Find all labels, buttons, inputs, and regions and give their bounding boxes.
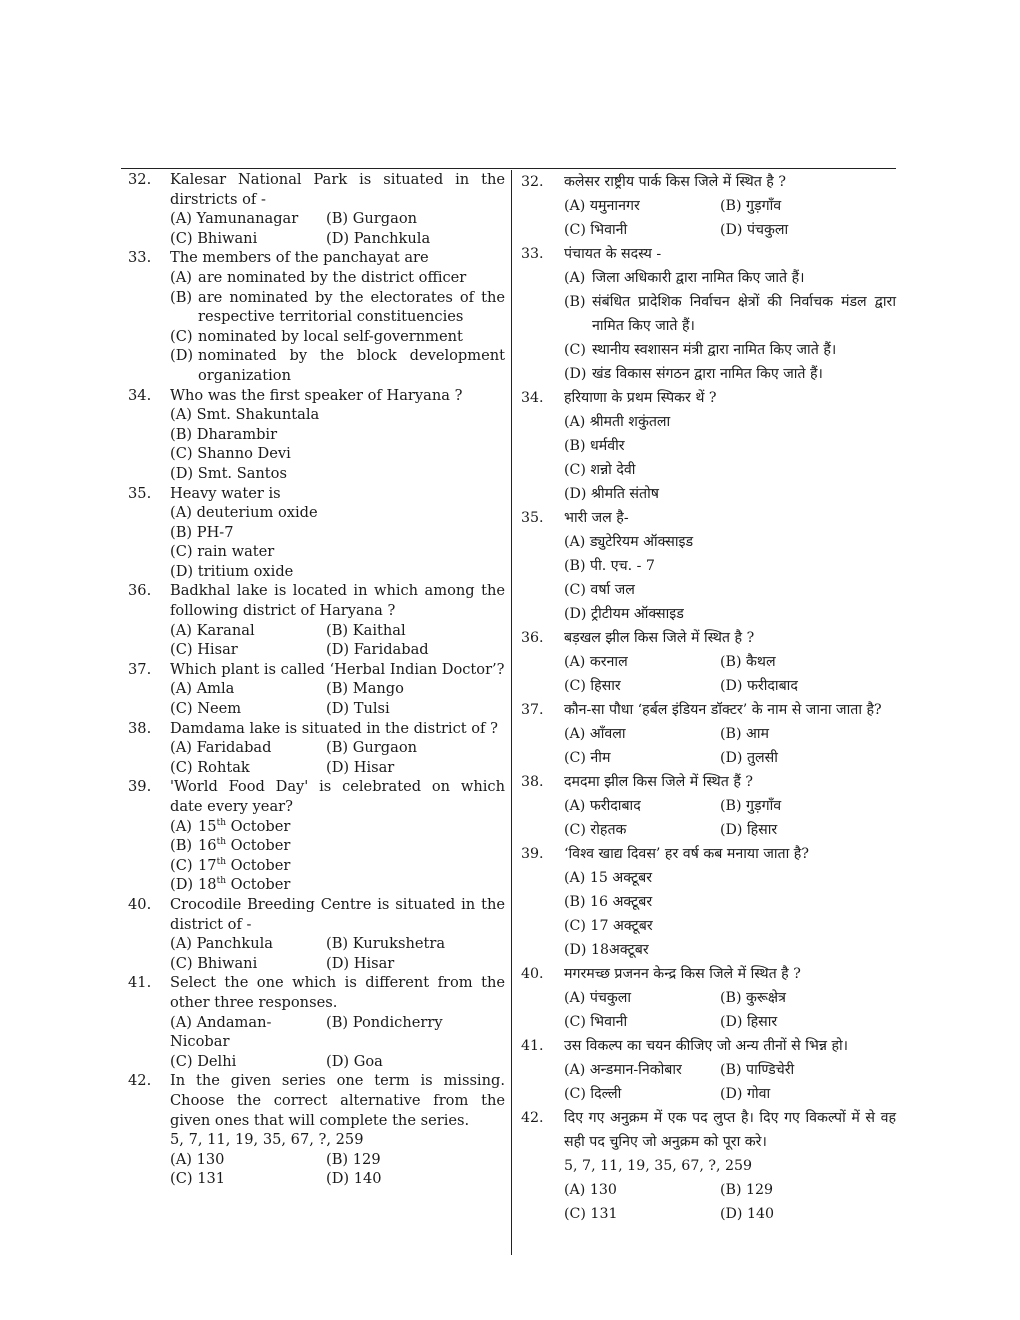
option: (B) 129 bbox=[326, 1150, 381, 1168]
option: (A) Amla bbox=[170, 680, 235, 698]
option-month: October bbox=[230, 837, 291, 855]
question-number: 42. bbox=[521, 1110, 544, 1126]
option: (A) Andaman-Nicobar bbox=[170, 1013, 272, 1051]
question-number: 40. bbox=[128, 895, 152, 913]
option: (A) अन्डमान-निकोबार bbox=[564, 1062, 682, 1078]
option-row bbox=[564, 1058, 896, 1082]
option-label: (A) bbox=[170, 268, 192, 286]
question-text: Select the one which is different from the other three responses. bbox=[170, 974, 505, 1011]
option: (C) भिवानी bbox=[564, 1014, 628, 1030]
option-row bbox=[170, 640, 505, 660]
option bbox=[170, 875, 505, 895]
number-series: 5, 7, 11, 19, 35, 67, ?, 259 bbox=[564, 1158, 753, 1174]
question-hindi bbox=[515, 842, 896, 962]
option-row bbox=[170, 1169, 505, 1189]
option-row bbox=[170, 699, 505, 719]
option-row bbox=[564, 194, 896, 218]
option-day: 15 bbox=[198, 817, 217, 835]
option-row bbox=[170, 738, 505, 758]
option: (B) धर्मवीर bbox=[564, 438, 625, 454]
question-hindi bbox=[515, 698, 896, 770]
option: (D) हिसार bbox=[720, 822, 778, 838]
option: (A) पंचकुला bbox=[564, 990, 632, 1006]
option bbox=[170, 327, 505, 347]
option-row bbox=[564, 818, 896, 842]
option: (C) नीम bbox=[564, 750, 611, 766]
option-label: (C) bbox=[170, 856, 193, 874]
option: (D) पंचकुला bbox=[720, 222, 789, 238]
option bbox=[170, 817, 505, 837]
question-number: 37. bbox=[128, 660, 152, 678]
option-row bbox=[564, 746, 896, 770]
option: (C) Rohtak bbox=[170, 758, 250, 776]
option-label: (C) bbox=[564, 342, 586, 358]
number-series: 5, 7, 11, 19, 35, 67, ?, 259 bbox=[170, 1131, 364, 1149]
option-row bbox=[170, 1013, 505, 1052]
option: (D) Goa bbox=[326, 1052, 383, 1070]
option bbox=[564, 362, 896, 386]
option: (B) Dharambir bbox=[170, 425, 278, 443]
option: (C) भिवानी bbox=[564, 222, 628, 238]
option-label: (B) bbox=[170, 837, 193, 855]
option: (A) यमुनानगर bbox=[564, 198, 640, 214]
option: (A) Smt. Shakuntala bbox=[170, 406, 320, 424]
question-text: दिए गए अनुक्रम में एक पद लुप्त है। दिए गए विकल्पों में से वह सही पद चुनिए जो अनुक्रम को पूरा करे। bbox=[564, 1110, 896, 1150]
option: (B) 129 bbox=[720, 1182, 774, 1198]
question-number: 33. bbox=[128, 249, 152, 267]
option-label: (B) bbox=[170, 288, 193, 306]
option-text: स्थानीय स्वशासन मंत्री द्वारा नामित किए जाते हैं। bbox=[592, 342, 837, 358]
option: (D) फरीदाबाद bbox=[720, 678, 798, 694]
question-hindi bbox=[515, 626, 896, 698]
question-english bbox=[121, 777, 505, 895]
question-text: भारी जल है- bbox=[564, 510, 629, 526]
option: (C) शन्नो देवी bbox=[564, 462, 636, 478]
question-number: 41. bbox=[128, 974, 152, 992]
option-day: 18 bbox=[198, 876, 217, 894]
option-text: nominated by local self-government bbox=[198, 327, 463, 345]
option-month: October bbox=[230, 876, 291, 894]
option: (A) ड्युटेरियम ऑक्साइड bbox=[564, 534, 694, 550]
option-row bbox=[170, 934, 505, 954]
question-hindi bbox=[515, 170, 896, 242]
question-number: 40. bbox=[521, 966, 544, 982]
option: (C) Shanno Devi bbox=[170, 445, 291, 463]
option-text: are nominated by the electorates of the respective territorial constituencies bbox=[198, 288, 505, 326]
option-row bbox=[564, 794, 896, 818]
question-number: 39. bbox=[128, 778, 152, 796]
option-label: (B) bbox=[564, 294, 586, 310]
option-text: are nominated by the district officer bbox=[198, 268, 467, 286]
question-text: Damdama lake is situated in the district of ? bbox=[170, 719, 498, 737]
question-english bbox=[121, 484, 505, 582]
option: (D) Faridabad bbox=[326, 641, 429, 659]
option-row bbox=[564, 1202, 896, 1226]
question-text: In the given series one term is missing. Choose the correct alternative from the given ones that will complete the series. bbox=[170, 1072, 505, 1129]
question-english bbox=[121, 386, 505, 484]
option: (C) Hisar bbox=[170, 641, 238, 659]
option-row bbox=[170, 209, 505, 229]
option-row bbox=[170, 758, 505, 778]
option-text: खंड विकास संगठन द्वारा नामित किए जाते हैं। bbox=[592, 366, 823, 382]
option: (D) Smt. Santos bbox=[170, 464, 287, 482]
option-row bbox=[564, 218, 896, 242]
question-text: कौन-सा पौधा ‘हर्बल इंडियन डॉक्टर’ के नाम से जाना जाता है? bbox=[564, 702, 882, 718]
option: (A) 130 bbox=[170, 1150, 225, 1168]
column-divider bbox=[511, 170, 512, 1255]
option-row bbox=[564, 986, 896, 1010]
option-row bbox=[170, 621, 505, 641]
option: (B) Gurgaon bbox=[326, 739, 418, 757]
option-day: 16 bbox=[198, 837, 217, 855]
option bbox=[170, 836, 505, 856]
top-rule bbox=[121, 168, 896, 169]
option: (D) 140 bbox=[326, 1170, 382, 1188]
option-row bbox=[564, 1010, 896, 1034]
option: (B) Kaithal bbox=[326, 621, 406, 639]
option: (A) Yamunanagar bbox=[170, 210, 299, 228]
option-day-suffix: th bbox=[216, 837, 226, 848]
option: (D) तुलसी bbox=[720, 750, 778, 766]
option: (D) Hisar bbox=[326, 954, 395, 972]
option-row bbox=[170, 229, 505, 249]
question-number: 36. bbox=[128, 582, 152, 600]
option-text: संबंधित प्रादेशिक निर्वाचन क्षेत्रों की निर्वाचक मंडल द्वारा नामित किए जाते हैं। bbox=[592, 294, 896, 334]
option bbox=[170, 346, 505, 385]
option bbox=[170, 288, 505, 327]
option: (B) PH-7 bbox=[170, 523, 234, 541]
option: (D) 140 bbox=[720, 1206, 775, 1222]
option: (D) Panchkula bbox=[326, 229, 431, 247]
question-hindi bbox=[515, 962, 896, 1034]
option-day-suffix: th bbox=[216, 817, 226, 828]
question-english bbox=[121, 248, 505, 385]
question-number: 33. bbox=[521, 246, 544, 262]
question-text: Kalesar National Park is situated in the dirstricts of - bbox=[170, 171, 505, 208]
option: (A) 130 bbox=[564, 1182, 617, 1198]
option: (C) 131 bbox=[564, 1206, 618, 1222]
option: (D) गोवा bbox=[720, 1086, 771, 1102]
option: (B) Mango bbox=[326, 680, 404, 698]
option-row bbox=[564, 674, 896, 698]
question-hindi bbox=[515, 506, 896, 626]
option-text: जिला अधिकारी द्वारा नामित किए जाते हैं। bbox=[592, 270, 805, 286]
option bbox=[564, 338, 896, 362]
option-day-suffix: th bbox=[216, 876, 226, 887]
question-text: कलेसर राष्ट्रीय पार्क किस जिले में स्थित है ? bbox=[564, 174, 786, 190]
option-label: (A) bbox=[170, 817, 192, 835]
option: (B) कुरूक्षेत्र bbox=[720, 990, 786, 1006]
question-text: Heavy water is bbox=[170, 484, 281, 502]
option: (B) Pondicherry bbox=[326, 1013, 443, 1031]
option: (C) Bhiwani bbox=[170, 229, 258, 247]
question-text: Badkhal lake is located in which among the following district of Haryana ? bbox=[170, 582, 505, 620]
option: (D) tritium oxide bbox=[170, 562, 294, 580]
question-number: 37. bbox=[521, 702, 544, 718]
option: (A) 15 अक्टूबर bbox=[564, 870, 653, 886]
option: (B) पाण्डिचेरी bbox=[720, 1062, 795, 1078]
question-text: 'World Food Day' is celebrated on which date every year? bbox=[170, 778, 505, 815]
question-hindi bbox=[515, 1034, 896, 1106]
option: (B) Kurukshetra bbox=[326, 935, 446, 953]
option-text: nominated by the block development organization bbox=[198, 347, 505, 384]
option-month: October bbox=[230, 856, 291, 874]
question-english bbox=[121, 660, 505, 719]
option: (A) आँवला bbox=[564, 726, 626, 742]
question-english bbox=[121, 170, 505, 248]
option: (A) Panchkula bbox=[170, 935, 274, 953]
question-text: ‘विश्व खाद्य दिवस’ हर वर्ष कब मनाया जाता है? bbox=[564, 846, 809, 862]
option: (B) पी. एच. - 7 bbox=[564, 558, 655, 574]
option bbox=[564, 290, 896, 338]
option: (A) deuterium oxide bbox=[170, 504, 318, 522]
option: (D) श्रीमति संतोष bbox=[564, 486, 659, 502]
option: (C) Neem bbox=[170, 700, 242, 718]
option: (A) करनाल bbox=[564, 654, 628, 670]
option bbox=[170, 856, 505, 876]
question-number: 34. bbox=[128, 386, 152, 404]
question-number: 34. bbox=[521, 390, 544, 406]
question-text: दमदमा झील किस जिले में स्थित हैं ? bbox=[564, 774, 753, 790]
option-label: (A) bbox=[564, 270, 586, 286]
question-number: 41. bbox=[521, 1038, 544, 1054]
option: (C) 131 bbox=[170, 1170, 226, 1188]
option: (D) 18अक्टूबर bbox=[564, 942, 649, 958]
option: (D) हिसार bbox=[720, 1014, 778, 1030]
question-english bbox=[121, 581, 505, 659]
option-day-suffix: th bbox=[216, 856, 226, 867]
question-english bbox=[121, 973, 505, 1071]
question-number: 39. bbox=[521, 846, 544, 862]
question-hindi bbox=[515, 1106, 896, 1226]
option bbox=[170, 268, 505, 288]
question-english bbox=[121, 1071, 505, 1189]
option: (B) Gurgaon bbox=[326, 210, 418, 228]
question-text: पंचायत के सदस्य - bbox=[564, 246, 662, 262]
question-english bbox=[121, 719, 505, 778]
question-english bbox=[121, 895, 505, 973]
option: (C) दिल्ली bbox=[564, 1086, 622, 1102]
question-number: 32. bbox=[521, 174, 544, 190]
option-row bbox=[564, 722, 896, 746]
question-number: 38. bbox=[521, 774, 544, 790]
question-hindi bbox=[515, 386, 896, 506]
option-label: (D) bbox=[564, 366, 587, 382]
question-text: बड़खल झील किस जिले में स्थित है ? bbox=[564, 630, 755, 646]
question-number: 42. bbox=[128, 1072, 152, 1090]
question-text: Which plant is called ‘Herbal Indian Doctor’? bbox=[170, 660, 505, 678]
option-row bbox=[564, 1082, 896, 1106]
option: (A) Karanal bbox=[170, 621, 255, 639]
question-text: The members of the panchayat are bbox=[170, 249, 429, 267]
option-row bbox=[170, 1150, 505, 1170]
question-number: 38. bbox=[128, 719, 152, 737]
option-day: 17 bbox=[198, 856, 217, 874]
option-row bbox=[564, 650, 896, 674]
option: (D) ट्रीटीयम ऑक्साइड bbox=[564, 606, 684, 622]
option-label: (D) bbox=[170, 347, 194, 365]
question-text: Who was the first speaker of Haryana ? bbox=[170, 386, 463, 404]
option: (C) हिसार bbox=[564, 678, 621, 694]
option-row bbox=[170, 954, 505, 974]
option: (B) कैथल bbox=[720, 654, 776, 670]
option: (B) 16 अक्टूबर bbox=[564, 894, 653, 910]
question-hindi bbox=[515, 242, 896, 386]
option bbox=[564, 266, 896, 290]
question-number: 36. bbox=[521, 630, 544, 646]
option: (A) Faridabad bbox=[170, 739, 272, 757]
question-number: 35. bbox=[521, 510, 544, 526]
option: (D) Tulsi bbox=[326, 700, 390, 718]
hindi-column bbox=[515, 170, 896, 1226]
option-label: (D) bbox=[170, 876, 194, 894]
question-number: 35. bbox=[128, 484, 152, 502]
option-row bbox=[170, 679, 505, 699]
option: (C) रोहतक bbox=[564, 822, 627, 838]
question-text: हरियाणा के प्रथम स्पिकर थें ? bbox=[564, 390, 717, 406]
option-label: (C) bbox=[170, 327, 193, 345]
option: (C) 17 अक्टूबर bbox=[564, 918, 653, 934]
option: (C) rain water bbox=[170, 543, 275, 561]
option-row bbox=[170, 1052, 505, 1072]
question-text: मगरमच्छ प्रजनन केन्द्र किस जिले में स्थित है ? bbox=[564, 966, 801, 982]
option-row bbox=[564, 1178, 896, 1202]
option: (B) आम bbox=[720, 726, 769, 742]
option: (C) Delhi bbox=[170, 1052, 237, 1070]
question-text: उस विकल्प का चयन कीजिए जो अन्य तीनों से भिन्न हो। bbox=[564, 1038, 849, 1054]
option: (C) वर्षा जल bbox=[564, 582, 635, 598]
option: (C) Bhiwani bbox=[170, 954, 258, 972]
question-hindi bbox=[515, 770, 896, 842]
option-month: October bbox=[230, 817, 291, 835]
english-column bbox=[121, 170, 505, 1189]
option: (A) फरीदाबाद bbox=[564, 798, 641, 814]
question-number: 32. bbox=[128, 171, 152, 188]
option: (D) Hisar bbox=[326, 758, 395, 776]
option: (B) गुड़गाँव bbox=[720, 798, 782, 814]
option: (A) श्रीमती शकुंतला bbox=[564, 414, 671, 430]
option: (B) गुड़गाँव bbox=[720, 198, 782, 214]
question-text: Crocodile Breeding Centre is situated in the district of - bbox=[170, 895, 505, 933]
